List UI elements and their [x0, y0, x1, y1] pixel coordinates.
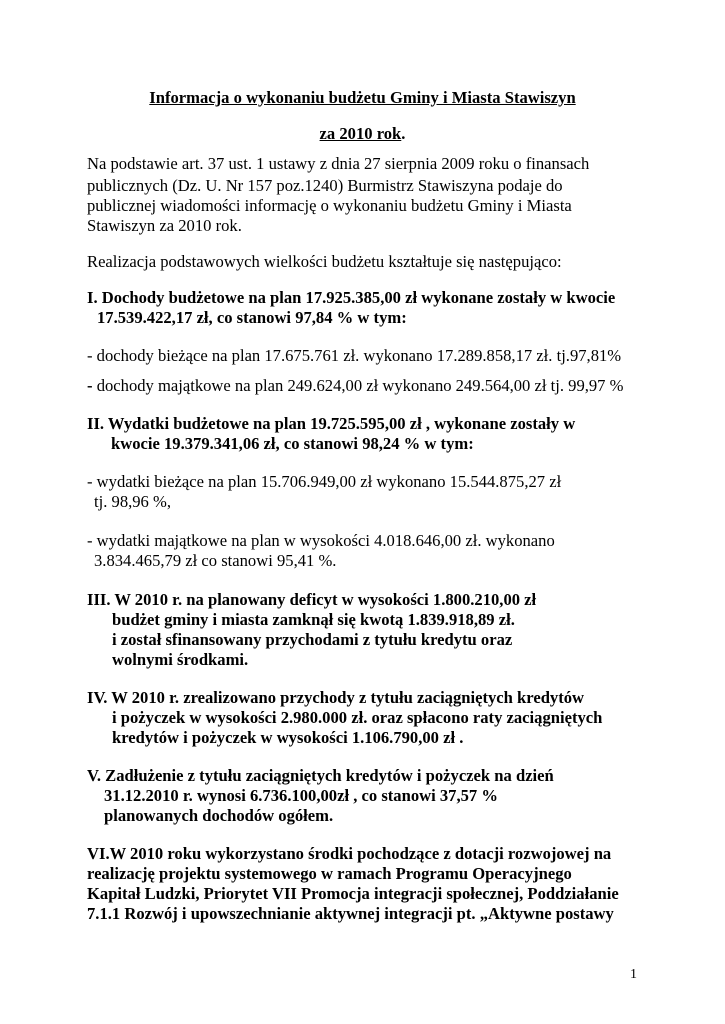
section-3-line: III. W 2010 r. na planowany deficyt w wysokości 1.800.210,00 zł: [87, 590, 537, 609]
section-5-line: planowanych dochodów ogółem.: [104, 806, 334, 825]
section-6-line: Kapitał Ludzki, Priorytet VII Promocja integracji społecznej, Poddziałanie: [87, 884, 619, 903]
section-1-item: [87, 376, 623, 396]
section-2-item: - wydatki bieżące na plan 15.706.949,00 zł wykonano 15.544.875,27 zł: [87, 472, 562, 491]
section-1-item: - dochody bieżące na plan 17.675.761 zł. wykonano 17.289.858,17 zł. tj.97,81%: [87, 346, 622, 365]
section-3-line: budżet gminy i miasta zamknął się kwotą 1.839.918,89 zł.: [112, 610, 515, 629]
section-2-item: 3.834.465,79 zł co stanowi 95,41 %.: [94, 551, 337, 570]
section-1-item-text: dochody majątkowe na plan 249.624,00 zł wykonano 249.564,00 zł tj. 99,97 %: [96, 376, 624, 395]
section-1-heading: 17.539.422,17 zł, co stanowi 97,84 % w tym:: [97, 308, 407, 327]
section-2-heading: kwocie 19.379.341,06 zł, co stanowi 98,24 % w tym:: [111, 434, 474, 453]
document-title: Informacja o wykonaniu budżetu Gminy i Miasta Stawiszyn: [149, 88, 576, 107]
section-1-heading: I. Dochody budżetowe na plan 17.925.385,00 zł wykonane zostały w kwocie: [87, 288, 616, 307]
document-subtitle-period: .: [401, 124, 406, 143]
realizacja-text: Realizacja podstawowych wielkości budżetu kształtuje się następująco:: [87, 252, 562, 271]
section-2-heading: II. Wydatki budżetowe na plan 19.725.595,00 zł , wykonane zostały w: [87, 414, 576, 433]
section-4-line: i pożyczek w wysokości 2.980.000 zł. oraz spłacono raty zaciągniętych: [112, 708, 603, 727]
document-subtitle-text: za 2010 rok: [319, 124, 402, 143]
section-6-line: VI.W 2010 roku wykorzystano środki pochodzące z dotacji rozwojowej na: [87, 844, 612, 863]
page-number: 1: [630, 967, 637, 982]
intro-line: publicznej wiadomości informację o wykonaniu budżetu Gminy i Miasta: [87, 196, 572, 215]
document-subtitle: [0, 124, 725, 144]
section-4-line: IV. W 2010 r. zrealizowano przychody z tytułu zaciągniętych kredytów: [87, 688, 585, 707]
section-5-line: V. Zadłużenie z tytułu zaciągniętych kredytów i pożyczek na dzień: [87, 766, 554, 785]
section-2-item: - wydatki majątkowe na plan w wysokości 4.018.646,00 zł. wykonano: [87, 531, 555, 550]
section-5-line: 31.12.2010 r. wynosi 6.736.100,00zł , co stanowi 37,57 %: [104, 786, 498, 805]
intro-line: Stawiszyn za 2010 rok.: [87, 216, 242, 235]
section-4-line: kredytów i pożyczek w wysokości 1.106.790,00 zł .: [112, 728, 464, 747]
intro-line: Na podstawie art. 37 ust. 1 ustawy z dnia 27 sierpnia 2009 roku o finansach: [87, 154, 590, 173]
section-3-line: i został sfinansowany przychodami z tytułu kredytu oraz: [112, 630, 513, 649]
section-6-line: realizację projektu systemowego w ramach Programu Operacyjnego: [87, 864, 572, 883]
section-2-item: tj. 98,96 %,: [94, 492, 171, 511]
intro-line: publicznych (Dz. U. Nr 157 poz.1240) Burmistrz Stawiszyna podaje do: [87, 176, 563, 195]
section-1-item-dash: -: [87, 376, 93, 395]
section-6-line: 7.1.1 Rozwój i upowszechnianie aktywnej integracji pt. „Aktywne postawy: [87, 904, 614, 923]
section-3-line: wolnymi środkami.: [112, 650, 249, 669]
